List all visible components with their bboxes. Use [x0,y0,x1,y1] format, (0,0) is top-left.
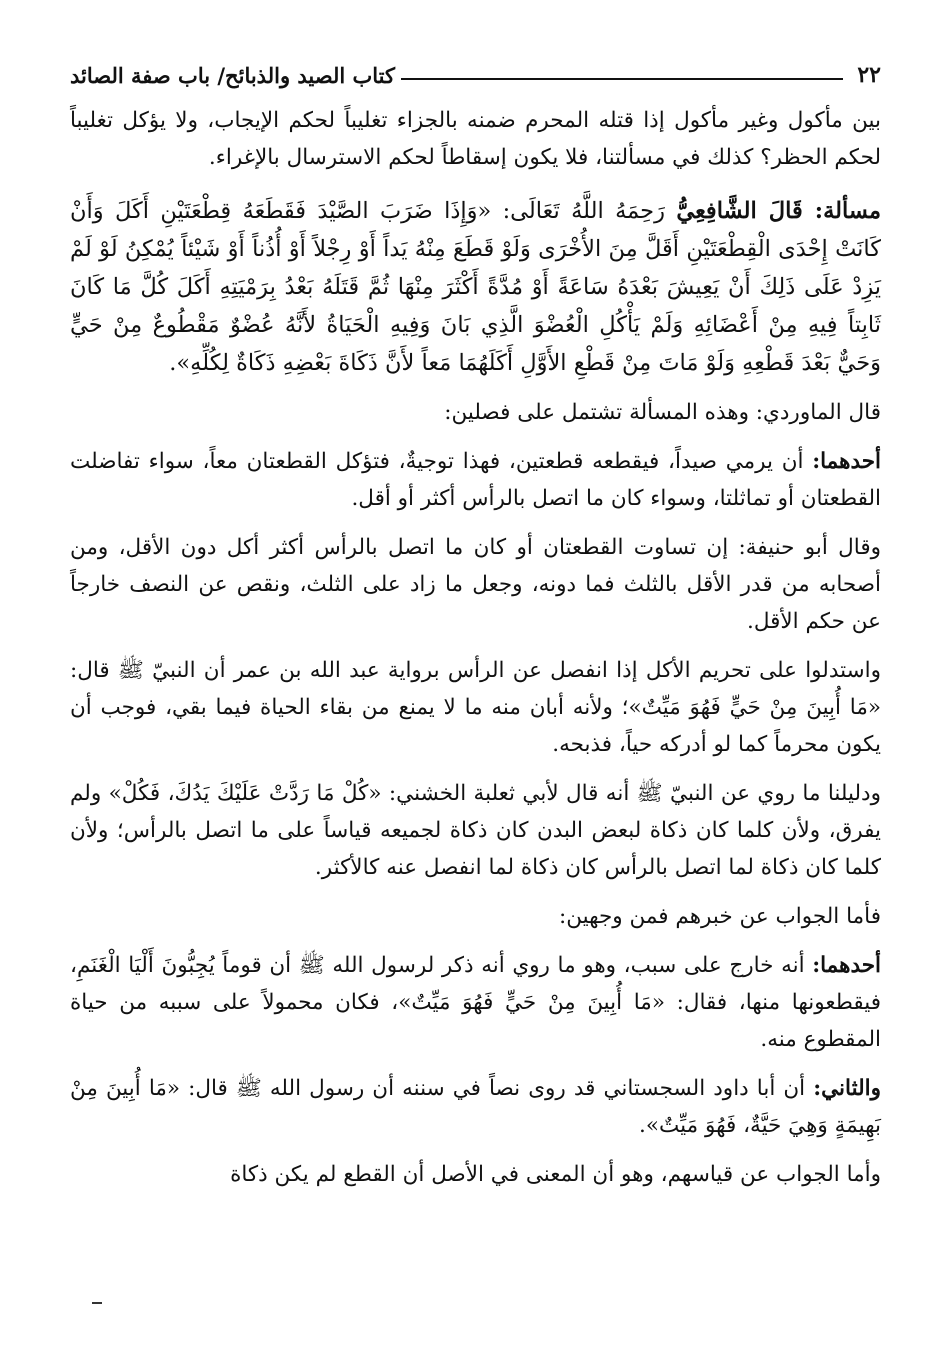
paragraph-1 [70,102,881,176]
paragraph-masala [70,192,881,382]
paragraph-6 [70,652,881,763]
paragraph-text: فأما الجواب عن خبرهم فمن وجهين: [558,904,881,929]
paragraph-5 [70,529,881,640]
page-header [70,58,881,88]
paragraph-9 [70,947,881,1058]
paragraph-text: رَحِمَهُ اللَّهُ تَعَالَى: «وَإِذَا ضَرَبَ الصَّيْدَ فَقَطَعَهُ قِطْعَتَيْنِ أَكَلَ وَأَنْ كَانَتْ إِحْدَى الْقِطْعَتَيْنِ أَقَلَّ مِنَ الأُخْرَى وَلَوْ قَطَعَ مِنْهُ يَداً أَوْ رِجْلاً أَوْ أُذُناً أَوْ شَيْئاً يُمْكِنُ لَوْ لَمْ يَزِدْ عَلَى ذَلِكَ أَنْ يَعِيشَ بَعْدَهُ سَاعَةً أَوْ مُدَّةً أَكْثَرَ مِنْهَا ثُمَّ قَتَلَهُ بَعْدُ بِرَمْيَتِهِ أَكَلَ كُلَّ مَا كَانَ ثَابِتاً فِيهِ مِنْ أَعْضَائِهِ وَلَمْ يَأْكُلِ الْعُضْوَ الَّذِي بَانَ وَفِيهِ الْحَيَاةُ لأَنَّهُ عُضْوٌ مَقْطُوعٌ مِنْ حَيٍّ وَحَيٌّ بَعْدَ قَطْعِهِ وَلَوْ مَاتَ مِنْ قَطْعِ الأَوَّلِ أَكَلَهُمَا مَعاً لأَنَّ ذَكَاةَ بَعْضِهِ ذَكَاةٌ لِكُلِّهِ». [70,198,881,376]
paragraph-text: واستدلوا على تحريم الأكل إذا انفصل عن الرأس برواية عبد الله بن عمر أن النبيّ ﷺ قال: «مَا أُبِينَ مِنْ حَيٍّ فَهُوَ مَيِّتٌ»؛ ولأنه أبان منه ما لا يمنع من بقاء الحياة فيما بقي، فوجب أن يكون محرماً كما لو أدركه حياً، فذبحه. [70,658,881,757]
footer-mark [92,1302,102,1304]
paragraph-text: ودليلنا ما روي عن النبيّ ﷺ أنه قال لأبي ثعلبة الخشني: «كُلْ مَا رَدَّتْ عَلَيْكَ يَدُكَ، فَكُلْ» ولم يفرق، ولأن كلما كان ذكاة لبعض البدن كان ذكاة لجميعه قياساً على ما اتصل بالرأس؛ ولأن كلما كان ذكاة لما اتصل بالرأس كان ذكاة لما انفصل عنه كالأكثر. [70,781,881,880]
page-number: ٢٢ [857,62,881,88]
running-title: كتاب الصيد والذبائح/ باب صفة الصائد [70,63,396,88]
paragraph-lead: أحدهما: [812,953,881,978]
paragraph-text: وأما الجواب عن قياسهم، وهو أن المعنى في الأصل أن القطع لم يكن ذكاة [230,1162,881,1187]
paragraph-8 [70,898,881,935]
paragraph-11 [70,1156,881,1193]
paragraph-text: وقال أبو حنيفة: إن تساوت القطعتان أو كان ما اتصل بالرأس أكثر أكل دون الأقل، ومن أصحابه من قدر الأقل بالثلث فما دونه، وجعل ما زاد على الثلث، ونقص عن النصف خارجاً عن حكم الأقل. [70,535,881,634]
paragraph-text: أن أبا داود السجستاني قد روى نصاً في سننه أن رسول الله ﷺ قال: «مَا أُبِينَ مِنْ بَهِيمَةٍ وَهِيَ حَيَّةٌ، فَهُوَ مَيِّتٌ». [70,1076,881,1138]
paragraph-lead: والثاني: [813,1076,881,1101]
document-page [70,58,881,1205]
paragraph-text: بين مأكول وغير مأكول إذا قتله المحرم ضمنه بالجزاء تغليباً لحكم الإيجاب، ولا يؤكل تغليباً لحكم الحظر؟ كذلك في مسألتنا، فلا يكون إسقاطاً لحكم الاسترسال بالإغراء. [70,108,881,170]
paragraph-lead: أحدهما: [812,449,881,474]
paragraph-text: أنه خارج على سبب، وهو ما روي أنه ذكر لرسول الله ﷺ أن قوماً يُجِبُّونَ أَلْيَا الْغَنَمِ، فيقطعونها منها، فقال: «مَا أُبِينَ مِنْ حَيٍّ فَهُوَ مَيِّتٌ»، فكان محمولاً على سببه من حياة المقطوع منه. [70,953,881,1052]
paragraph-lead: مسألة: قَالَ الشَّافِعِيُّ [676,198,881,224]
body-text [70,102,881,1193]
paragraph-text: قال الماوردي: وهذه المسألة تشتمل على فصلين: [444,400,881,425]
paragraph-text: أن يرمي صيداً، فيقطعه قطعتين، فهذا توجيةٌ، فتؤكل القطعتان معاً، سواء تفاضلت القطعتان أو تماثلتا، وسواء كان ما اتصل بالرأس أكثر أو أقل. [70,449,881,511]
header-rule [401,78,843,80]
paragraph-10 [70,1070,881,1144]
paragraph-7 [70,775,881,886]
paragraph-3 [70,394,881,431]
paragraph-4 [70,443,881,517]
